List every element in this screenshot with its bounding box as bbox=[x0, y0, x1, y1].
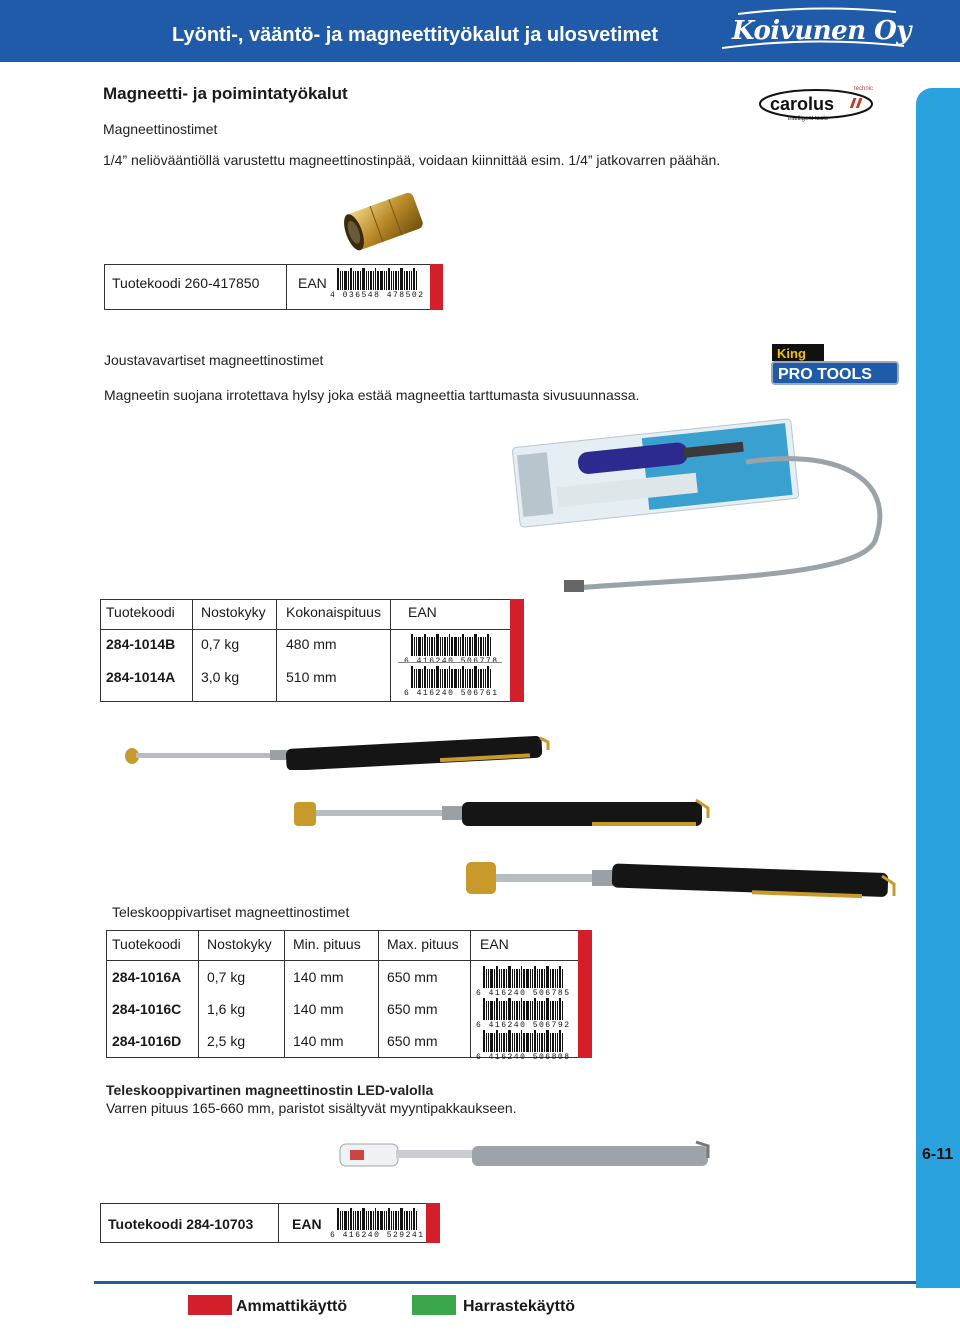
col-header-lift: Nostokyky bbox=[207, 936, 272, 952]
row-lift: 2,5 kg bbox=[207, 1033, 246, 1049]
col-header-lift: Nostokyky bbox=[201, 604, 266, 620]
chapter-tab bbox=[916, 88, 960, 1288]
barcode-bars bbox=[337, 1208, 417, 1230]
ean-number: 6 416240 506792 bbox=[476, 1021, 571, 1030]
barcode-bars bbox=[411, 634, 491, 656]
ean-number: 4 036548 478502 bbox=[330, 291, 425, 300]
product-code: Tuotekoodi 284-10703 bbox=[108, 1216, 254, 1232]
row-min: 140 mm bbox=[293, 1001, 344, 1017]
carolus-logo bbox=[756, 80, 878, 124]
page-number: 6-11 bbox=[922, 1146, 954, 1163]
telescopic-tool-image-large bbox=[462, 856, 908, 912]
product-code: Tuotekoodi 260-417850 bbox=[112, 275, 260, 291]
row-code: 284-1016D bbox=[112, 1033, 182, 1049]
ean-barcode bbox=[404, 666, 499, 698]
pro-use-marker-2 bbox=[510, 599, 524, 702]
carolus-tagline: intelligent tools bbox=[788, 116, 828, 122]
telescopic-tool-image-medium bbox=[292, 792, 720, 842]
pro-legend-label: Ammattikäyttö bbox=[236, 1298, 348, 1315]
section4-title: Teleskooppivartinen magneettinostin LED-valolla bbox=[106, 1082, 434, 1098]
king-pro-tools-logo bbox=[770, 342, 900, 386]
barcode-bars bbox=[483, 1030, 563, 1052]
section2-title: Joustavavartiset magneettinostimet bbox=[104, 352, 324, 368]
row-max: 650 mm bbox=[387, 969, 438, 985]
header-title: Lyönti-, vääntö- ja magneettityökalut ja ulosvetimet bbox=[172, 24, 659, 46]
magnetic-socket-image bbox=[336, 188, 434, 254]
col-header-length: Kokonaispituus bbox=[286, 604, 381, 620]
pro-tools-wordmark: PRO TOOLS bbox=[778, 366, 872, 383]
col-header-code: Tuotekoodi bbox=[112, 936, 181, 952]
section1-description: 1/4” neliövääntiöllä varustettu magneettinostinpää, voidaan kiinnittää esim. 1/4” jatkovarren päähän. bbox=[103, 152, 721, 168]
barcode-bars bbox=[483, 998, 563, 1020]
barcode-bars bbox=[483, 966, 563, 988]
row-code: 284-1014B bbox=[106, 636, 176, 652]
barcode-bars bbox=[411, 666, 491, 688]
row-min: 140 mm bbox=[293, 969, 344, 985]
pro-use-marker-4 bbox=[426, 1203, 440, 1243]
row-length: 480 mm bbox=[286, 636, 337, 652]
ean-barcode bbox=[476, 966, 571, 998]
col-header-code: Tuotekoodi bbox=[106, 604, 175, 620]
col-header-ean: EAN bbox=[408, 604, 437, 620]
king-wordmark: King bbox=[777, 346, 806, 361]
row-min: 140 mm bbox=[293, 1033, 344, 1049]
carolus-sup: technic bbox=[854, 86, 874, 92]
row-max: 650 mm bbox=[387, 1033, 438, 1049]
section1-subtitle: Magneettinostimet bbox=[103, 121, 218, 137]
row-code: 284-1016C bbox=[112, 1001, 182, 1017]
row-length: 510 mm bbox=[286, 669, 337, 685]
ean-label: EAN bbox=[298, 275, 327, 291]
ean-barcode bbox=[476, 1030, 571, 1062]
ean-barcode bbox=[330, 268, 425, 300]
barcode-bars bbox=[337, 268, 417, 290]
ean-number: 6 416240 506785 bbox=[476, 989, 571, 998]
flexible-pickup-tool-image bbox=[496, 418, 896, 598]
page-header bbox=[0, 0, 960, 62]
carolus-wordmark: carolus bbox=[770, 94, 835, 114]
row-lift: 1,6 kg bbox=[207, 1001, 246, 1017]
row-max: 650 mm bbox=[387, 1001, 438, 1017]
telescopic-tool-image-small bbox=[120, 730, 560, 770]
koivunen-logo bbox=[718, 6, 911, 56]
col-header-max: Max. pituus bbox=[387, 936, 459, 952]
footer-divider bbox=[94, 1281, 916, 1284]
row-lift: 0,7 kg bbox=[207, 969, 246, 985]
col-header-min: Min. pituus bbox=[293, 936, 361, 952]
hobby-legend-label: Harrastekäyttö bbox=[463, 1298, 576, 1315]
row-code: 284-1014A bbox=[106, 669, 176, 685]
pro-legend-swatch bbox=[188, 1295, 232, 1315]
row-lift: 0,7 kg bbox=[201, 636, 240, 652]
pro-use-marker-3 bbox=[578, 930, 592, 1058]
led-pickup-tool-image bbox=[336, 1136, 716, 1172]
col-header-ean: EAN bbox=[480, 936, 509, 952]
row-code: 284-1016A bbox=[112, 969, 182, 985]
row-lift: 3,0 kg bbox=[201, 669, 240, 685]
ean-barcode bbox=[330, 1208, 425, 1240]
ean-number: 6 416240 529241 bbox=[330, 1231, 425, 1240]
section4-description: Varren pituus 165-660 mm, paristot sisältyvät myyntipakkaukseen. bbox=[106, 1100, 517, 1116]
ean-label: EAN bbox=[292, 1216, 322, 1232]
section3-title: Teleskooppivartiset magneettinostimet bbox=[112, 904, 350, 920]
pro-use-marker bbox=[430, 264, 443, 310]
section-title: Magneetti- ja poimintatyökalut bbox=[103, 84, 348, 103]
ean-number: 6 416240 506808 bbox=[476, 1053, 571, 1062]
ean-number: 6 416240 506761 bbox=[404, 689, 499, 698]
ean-barcode bbox=[476, 998, 571, 1030]
hobby-legend-swatch bbox=[412, 1295, 456, 1315]
section2-description: Magneetin suojana irrotettava hylsy joka estää magneettia tarttumasta sivusuunnassa. bbox=[104, 387, 640, 403]
brand-name: Koivunen Oy bbox=[732, 16, 911, 46]
